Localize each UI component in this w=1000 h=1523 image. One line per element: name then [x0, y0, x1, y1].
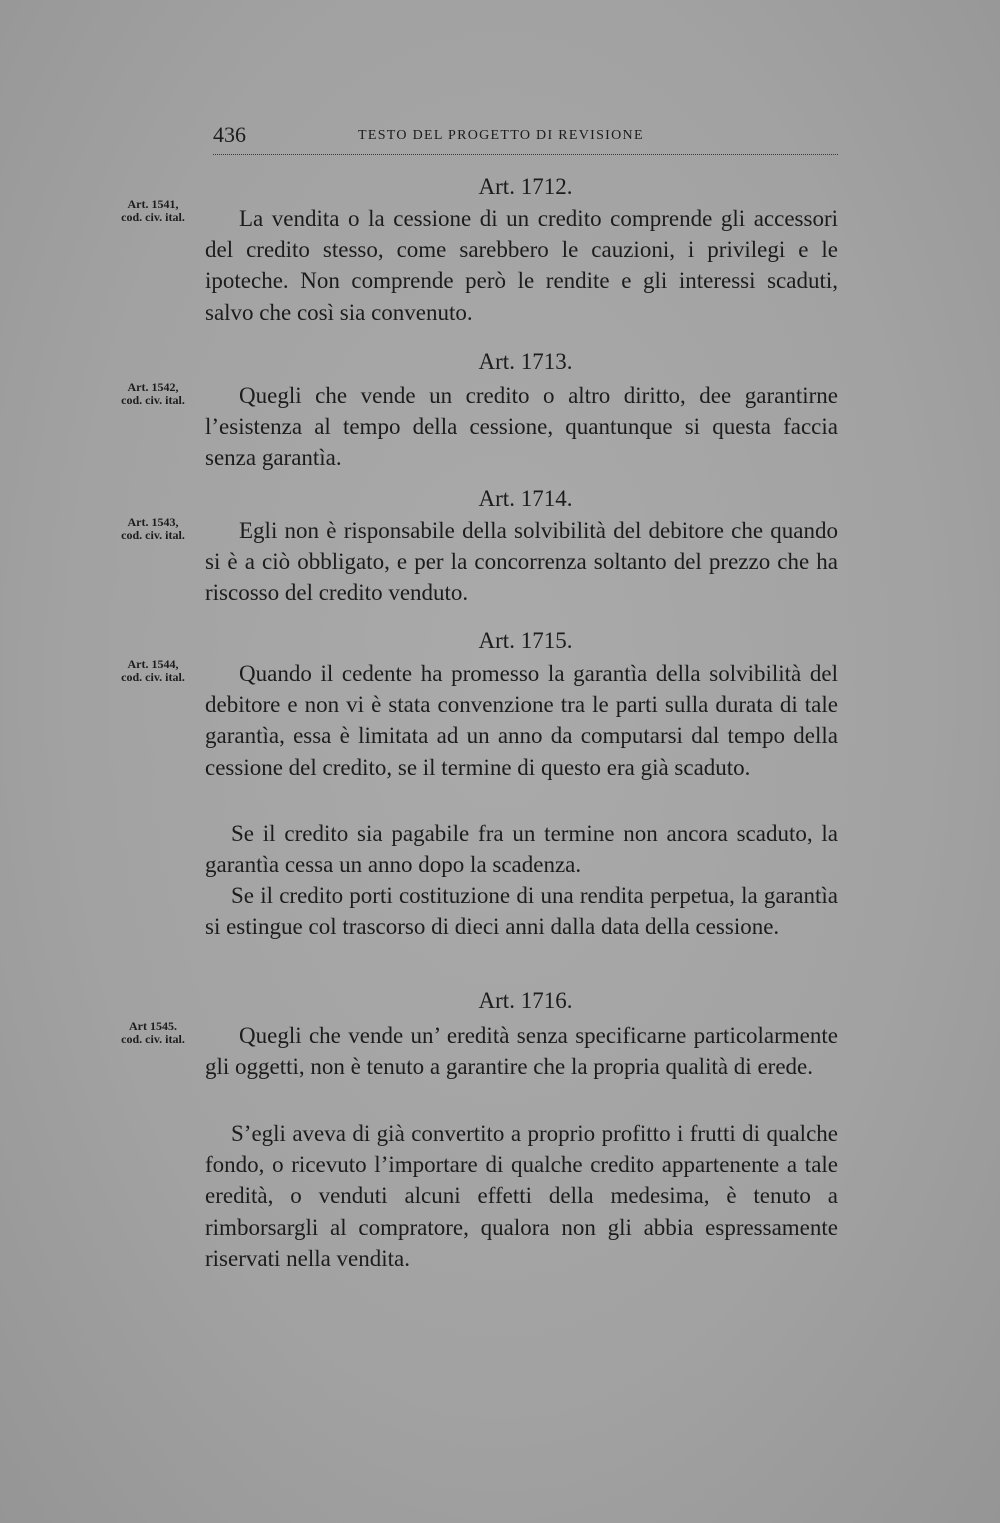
margin-note-1716 [98, 1020, 208, 1046]
running-title: TESTO DEL PROGETTO DI REVISIONE [358, 128, 644, 143]
margin-note-article: Art 1545. [129, 1019, 177, 1033]
article-paragraph: Quegli che vende un’ eredità senza specificarne particolarmente gli oggetti, non è tenuto a garantire che la propria qualità di erede. [205, 1023, 838, 1080]
margin-note-1714 [98, 516, 208, 542]
article-heading-1715: Art. 1715. [478, 628, 573, 653]
page-header [213, 122, 838, 155]
article-paragraph: Egli non è risponsabile della solvibilità del debitore che quando si è a ciò obbligato, e per la concorrenza soltanto del prezzo che ha riscosso del credito venduto. [205, 518, 838, 606]
article-paragraph: La vendita o la cessione di un credito comprende gli accessori del credito stesso, come sarebbero le cauzioni, i privilegi e le ipoteche. Non comprende però le rendite e gli interessi scaduti, salvo che così sia convenuto. [205, 206, 838, 325]
article-paragraph: Se il credito porti costituzione di una rendita perpetua, la garantìa si estingue col trascorso di dieci anni dalla data della cessione. [205, 883, 838, 940]
margin-note-code: cod. civ. ital. [121, 670, 185, 684]
article-paragraph: S’egli aveva di già convertito a proprio profitto i frutti di qualche fondo, o ricevuto l’importare di qualche credito appartenente a tale eredità, o venduti alcuni effetti della medesima, è tenuto a rimborsargli al compratore, qualora non gli abbia espressamente riservati nella vendita. [205, 1121, 838, 1271]
margin-note-code: cod. civ. ital. [121, 1032, 185, 1046]
article-paragraph: Quando il cedente ha promesso la garantìa della solvibilità del debitore e non vi è stata convenzione tra le parti sulla durata di tale garantìa, essa è limitata ad un anno da computarsi dal tempo della cessione del credito, se il termine di questo era già scaduto. [205, 661, 838, 780]
margin-note-code: cod. civ. ital. [121, 210, 185, 224]
article-heading-1714: Art. 1714. [478, 486, 573, 511]
margin-note-1715 [98, 658, 208, 684]
margin-note-code: cod. civ. ital. [121, 393, 185, 407]
margin-note-article: Art. 1544, [127, 657, 179, 671]
article-heading-1713: Art. 1713. [478, 349, 573, 374]
article-paragraph: Se il credito sia pagabile fra un termine non ancora scaduto, la garantìa cessa un anno dopo la scadenza. [205, 821, 838, 878]
margin-note-article: Art. 1542, [127, 380, 179, 394]
margin-note-1712 [98, 198, 208, 224]
article-heading-1716: Art. 1716. [478, 988, 573, 1013]
margin-note-code: cod. civ. ital. [121, 528, 185, 542]
article-paragraph: Quegli che vende un credito o altro diritto, dee garantirne l’esistenza al tempo della cessione, quantunque si questa faccia senza garantìa. [205, 383, 838, 471]
margin-note-article: Art. 1541, [127, 197, 179, 211]
margin-note-1713 [98, 381, 208, 407]
margin-note-article: Art. 1543, [127, 515, 179, 529]
page-number: 436 [213, 122, 246, 147]
article-heading-1712: Art. 1712. [478, 174, 573, 199]
